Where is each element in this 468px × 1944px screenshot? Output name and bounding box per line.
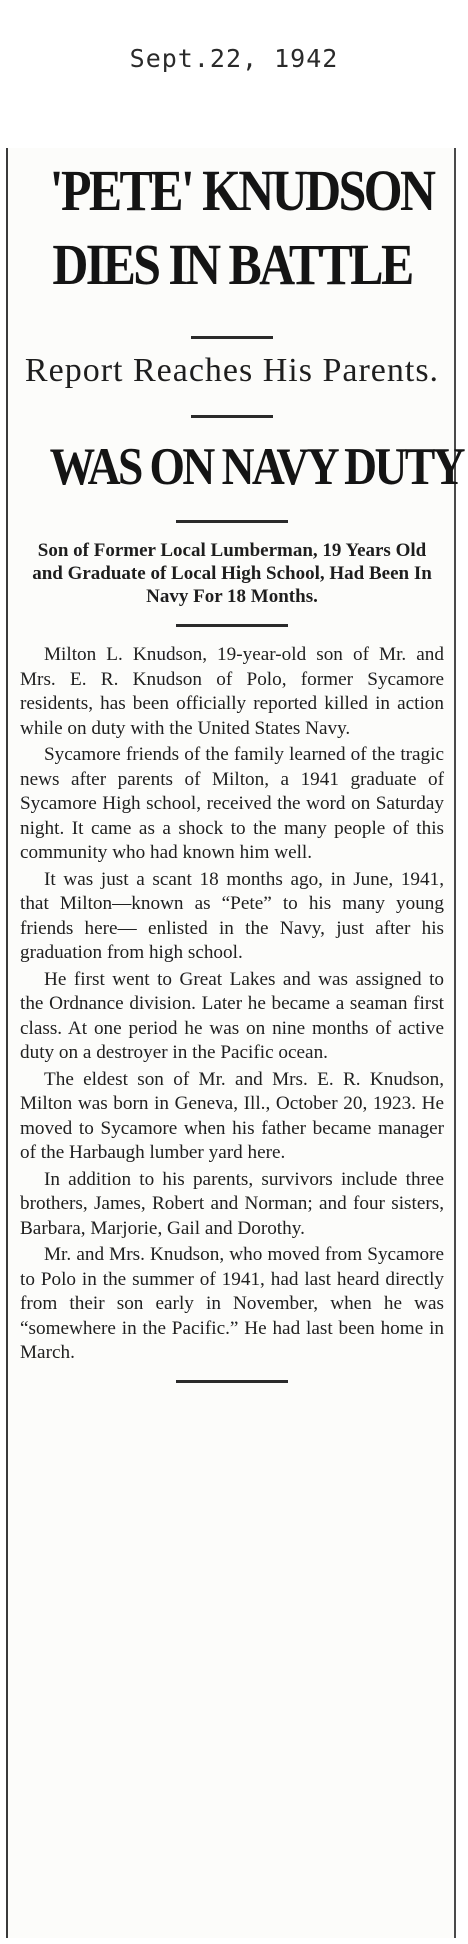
article-paragraph: In addition to his parents, survivors include three brothers, James, Robert and Norman; and four sisters, Barbara, Marjorie, Gail and Dorothy. bbox=[20, 1168, 444, 1239]
subhead: Report Reaches His Parents. bbox=[24, 352, 440, 389]
article-paragraph: He first went to Great Lakes and was assigned to the Ordnance division. Later he became a seaman first class. At one period he was on nine months of active duty on a destroyer in the Pacific ocean. bbox=[20, 968, 444, 1063]
article-paragraph: Milton L. Knudson, 19-year-old son of Mr. and Mrs. E. R. Knudson of Polo, former Sycamore residents, has been officially reported killed in action while on duty with the United States Navy. bbox=[20, 644, 444, 739]
date-stamp: Sept.22, 1942 bbox=[129, 44, 339, 73]
newspaper-clipping bbox=[6, 148, 464, 1938]
article-paragraph: Sycamore friends of the family learned of the tragic news after parents of Milton, a 1941 graduate of Sycamore High school, received the word on Saturday night. It came as a shock to the many people of this community who had known him well. bbox=[20, 744, 444, 863]
deck: Son of Former Local Lumberman, 19 Years Old and Graduate of Local High School, Had Been In Navy For 18 Months. bbox=[32, 540, 432, 607]
divider-rule bbox=[191, 415, 273, 418]
divider-rule bbox=[176, 1380, 288, 1383]
divider-rule bbox=[176, 520, 288, 523]
article-paragraph: The eldest son of Mr. and Mrs. E. R. Knudson, Milton was born in Geneva, Ill., October 20, 1923. He moved to Sycamore when his father became manager of the Harbaugh lumber yard here. bbox=[20, 1068, 444, 1163]
divider-rule bbox=[191, 336, 273, 339]
headline-line-2: DIES IN BATTLE bbox=[52, 232, 412, 297]
article bbox=[20, 148, 464, 1383]
article-paragraph: It was just a scant 18 months ago, in June, 1941, that Milton—known as “Pete” to his many young friends here— enlisted in the Navy, just after his graduation from high school. bbox=[20, 868, 444, 963]
headline-navy-duty: WAS ON NAVY DUTY bbox=[49, 438, 464, 496]
headline-line-1: 'PETE' KNUDSON bbox=[49, 158, 434, 223]
article-paragraph: Mr. and Mrs. Knudson, who moved from Sycamore to Polo in the summer of 1941, had last heard directly from their son early in November, when he was “somewhere in the Pacific.” He had last been home in March. bbox=[20, 1244, 444, 1363]
divider-rule bbox=[176, 624, 288, 627]
article-body bbox=[20, 643, 444, 1366]
